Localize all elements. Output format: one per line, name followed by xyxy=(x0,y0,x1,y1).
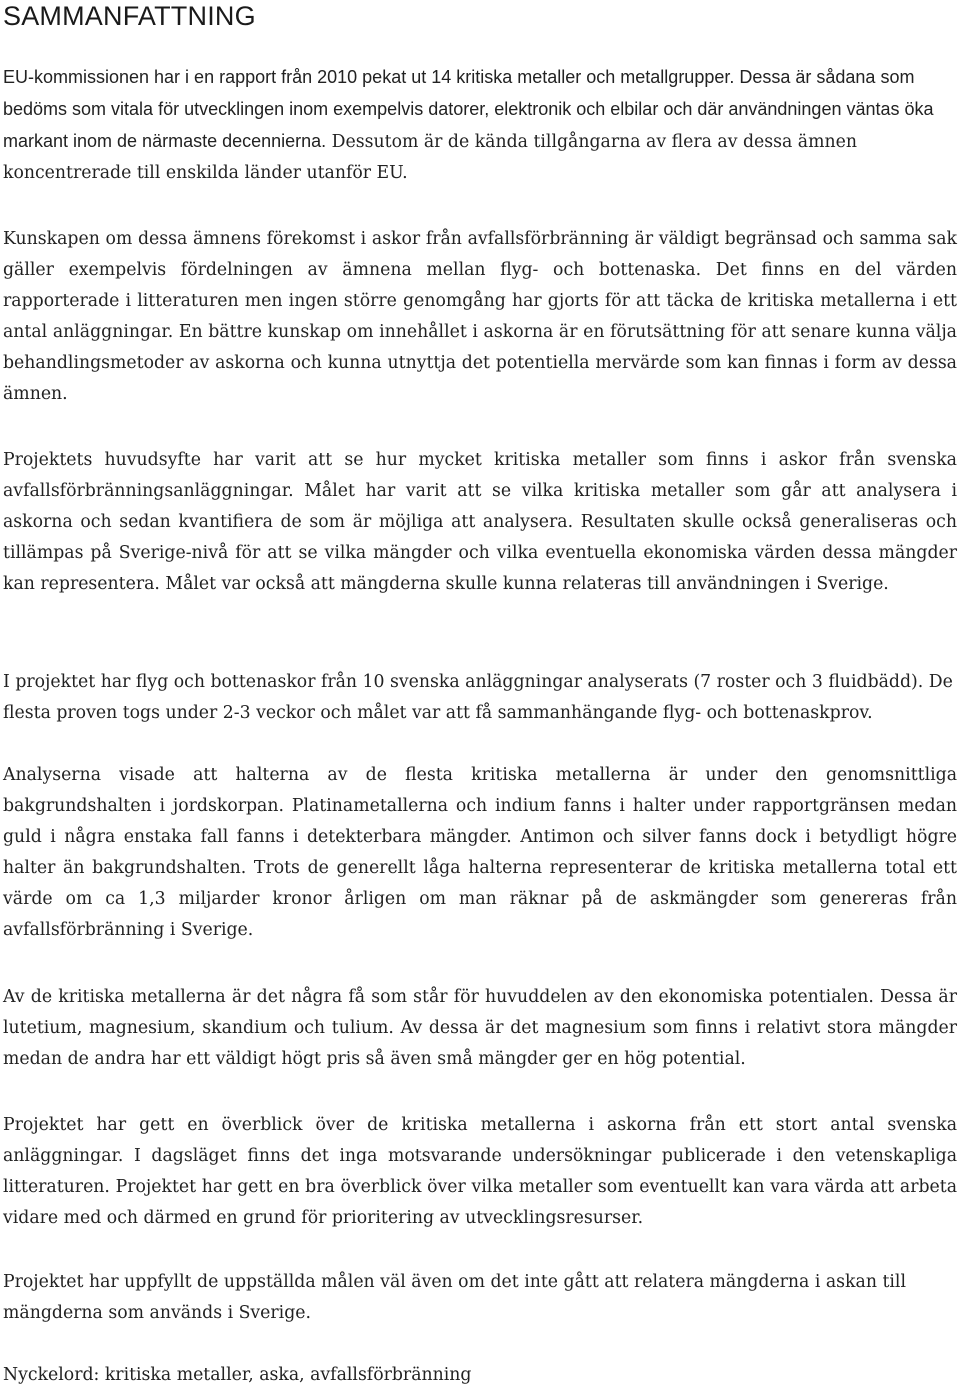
paragraph-intro-serif: Dessutom är de kända tillgångarna av flera av dessa ämnen koncentrerade till enskilda länder utanför EU. xyxy=(3,132,857,183)
paragraph-potential: Av de kritiska metallerna är det några få som står för huvuddelen av den ekonomiska potentialen. Dessa är lutetium, magnesium, skandium och tulium. Av dessa är det magnesium som finns i relativt stora mängder medan de andra har ett väldigt högt pris så även små mängder ger en hög potential. xyxy=(3,987,957,1069)
paragraph-purpose: Projektets huvudsyfte har varit att se hur mycket kritiska metaller som finns i askor från svenska avfallsförbränningsanläggningar. Målet har varit att se vilka kritiska metaller som går att analysera i askorna och sedan kvantifiera de som är möjliga att analysera. Resultaten skulle också generaliseras och tillämpas på Sverige-nivå för att se vilka mängder och vilka eventuella ekonomiska värden dessa mängder kan representera. Målet var också att mängderna skulle kunna relateras till användningen i Sverige. xyxy=(3,450,957,594)
keywords-line: Nyckelord: kritiska metaller, aska, avfallsförbränning xyxy=(3,1365,472,1385)
document-page xyxy=(3,0,957,1385)
paragraph-samples: I projektet har flyg och bottenaskor från 10 svenska anläggningar analyserats (7 roster och 3 fluidbädd). De flesta proven togs under 2-3 veckor och målet var att få sammanhängande flyg- och bottenaskprov. xyxy=(3,672,953,723)
paragraph-intro xyxy=(3,62,957,189)
page-title: SAMMANFATTNING xyxy=(3,1,256,31)
paragraph-intro-sans: EU-kommissionen har i en rapport från 2010 pekat ut 14 kritiska metaller och metallgrupper. Dessa är sådana som bedöms som vitala för utvecklingen inom exempelvis datorer, elektronik och elbilar och där användningen väntas öka markant inom de närmaste decennierna. xyxy=(3,67,934,151)
paragraph-knowledge: Kunskapen om dessa ämnens förekomst i askor från avfallsförbränning är väldigt begränsad och samma sak gäller exempelvis fördelningen av ämnena mellan flyg- och bottenaska. Det finns en del värden rapporterade i litteraturen men ingen större genomgång har gjorts för att täcka de kritiska metallerna i ett antal anläggningar. En bättre kunskap om innehållet i askorna är en förutsättning för att senare kunna välja behandlingsmetoder av askorna och kunna utnyttja det potentiella mervärde som kan finnas i form av dessa ämnen. xyxy=(3,229,957,404)
paragraph-overview: Projektet har gett en överblick över de kritiska metallerna i askorna från ett stort antal svenska anläggningar. I dagsläget finns det inga motsvarande undersökningar publicerade i den vetenskapliga litteraturen. Projektet har gett en bra överblick över vilka metaller som eventuellt kan vara värda att arbeta vidare med och därmed en grund för prioritering av utvecklingsresurser. xyxy=(3,1115,957,1228)
paragraph-conclusion: Projektet har uppfyllt de uppställda målen väl även om det inte gått att relatera mängderna i askan till mängderna som används i Sverige. xyxy=(3,1272,906,1323)
paragraph-analysis: Analyserna visade att halterna av de flesta kritiska metallerna är under den genomsnittliga bakgrundshalten i jordskorpan. Platinametallerna och indium fanns i halter under rapportgränsen medan guld i några enstaka fall fanns i detekterbara mängder. Antimon och silver fanns dock i betydligt högre halter än bakgrundshalten. Trots de generellt låga halterna representerar de kritiska metallerna total ett värde om ca 1,3 miljarder kronor årligen om man räknar på de askmängder som genereras från avfallsförbränning i Sverige. xyxy=(3,765,957,940)
